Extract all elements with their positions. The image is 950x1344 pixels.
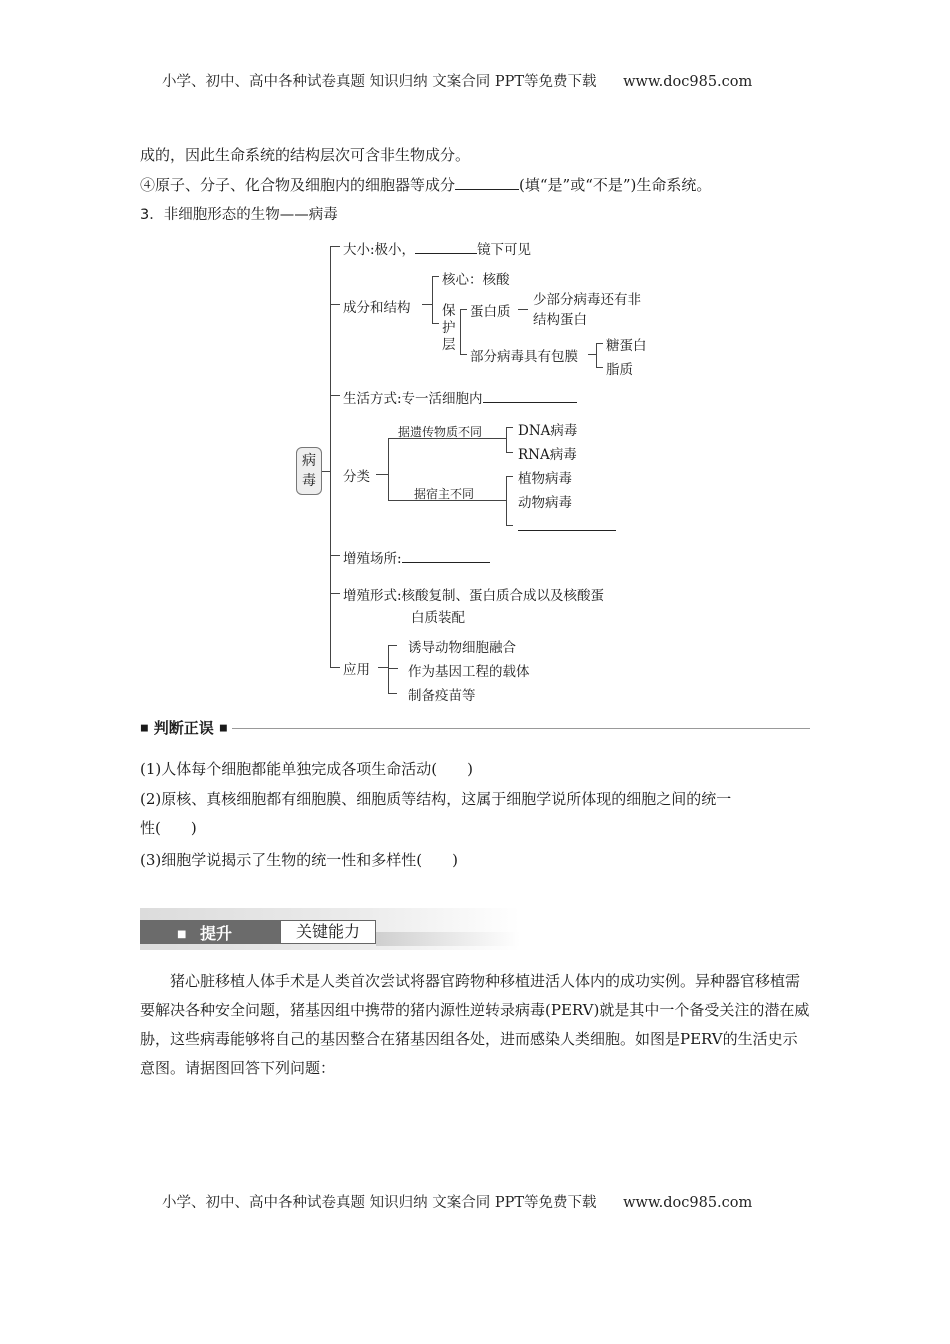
node-app3: 制备疫苗等 (408, 688, 476, 704)
node-repro-place: 增殖场所: (343, 547, 490, 567)
header-text: 小学、初中、高中各种试卷真题 知识归纳 文案合同 PPT等免费下载 (162, 74, 597, 90)
banner-box: 关键能力 (280, 920, 376, 944)
intro-line-1: 成的，因此生命系统的结构层次可含非生物成分。 (140, 146, 471, 164)
root-connector (322, 471, 330, 472)
node-blank-third (518, 516, 616, 535)
answer-blank (455, 175, 519, 190)
main-spine (330, 246, 331, 667)
banner-label: ■ 提升 (177, 924, 233, 943)
banner-fade (376, 932, 520, 946)
node-app1: 诱导动物细胞融合 (408, 640, 516, 656)
node-envelope: 部分病毒具有包膜 (470, 349, 578, 365)
judge-q2-a: (2)原核、真核细胞都有细胞膜、细胞质等结构，这属于细胞学说所体现的细胞之间的统一 (140, 790, 732, 808)
judge-q1: (1)人体每个细胞都能单独完成各项生命活动( ) (140, 760, 473, 778)
node-classify: 分类 (343, 469, 370, 485)
intro-line-2-b: (填“是”或“不是”)生命系统。 (519, 176, 712, 194)
intro-line-2 (140, 175, 711, 195)
intro-line-2-a: ④原子、分子、化合物及细胞内的细胞器等成分 (140, 176, 456, 194)
question-paragraph: 猪心脏移植人体手术是人类首次尝试将器官跨物种移植进活人体内的成功实例。异种器官移植需要解决各种安全问题，猪基因组中携带的猪内源性逆转录病毒(PERV)就是其中一个备受关注的潜在威胁，这些病毒能够将自己的基因整合在猪基因组各处，进而感染人类细胞。如图是PERV的生活史示意图。请据图回答下列问题： (140, 972, 810, 1077)
diagram-root: 病毒 (296, 447, 322, 495)
judge-title: ■ 判断正误 ■ (140, 719, 228, 737)
label-by-genetic: 据遗传物质不同 (398, 425, 483, 439)
node-size: 大小:极小， 镜下可见 (343, 238, 531, 258)
node-animal: 动物病毒 (518, 495, 572, 511)
judge-divider (232, 728, 810, 729)
judge-q3: (3)细胞学说揭示了生物的统一性和多样性( ) (140, 851, 458, 869)
node-app2: 作为基因工程的载体 (408, 664, 530, 680)
node-protein: 蛋白质 (470, 304, 511, 320)
node-core: 核心：核酸 (442, 272, 510, 288)
node-repro-form: 增殖形式:核酸复制、蛋白质合成以及核酸蛋 白质装配 (343, 588, 605, 626)
node-lifestyle: 生活方式:专一活细胞内 (343, 387, 577, 407)
judge-q2-b: 性( ) (140, 819, 197, 837)
node-composition: 成分和结构 (343, 300, 411, 316)
section-3-title: 3．非细胞形态的生物——病毒 (140, 207, 338, 223)
node-protein-note: 少部分病毒还有非 结构蛋白 (533, 292, 641, 328)
header-site: www.doc985.com (623, 74, 753, 90)
label-by-host: 据宿主不同 (414, 487, 475, 501)
node-application: 应用 (343, 662, 370, 678)
footer-text: 小学、初中、高中各种试卷真题 知识归纳 文案合同 PPT等免费下载 (162, 1195, 597, 1211)
node-glyco: 糖蛋白 (606, 338, 647, 354)
footer-site: www.doc985.com (623, 1195, 753, 1211)
page-header (162, 70, 752, 91)
node-lipid: 脂质 (606, 362, 633, 378)
node-plant: 植物病毒 (518, 471, 572, 487)
page-footer (162, 1191, 752, 1212)
node-rna: RNA病毒 (518, 447, 577, 463)
node-dna: DNA病毒 (518, 423, 578, 439)
node-protect: 保护层 (442, 303, 456, 353)
